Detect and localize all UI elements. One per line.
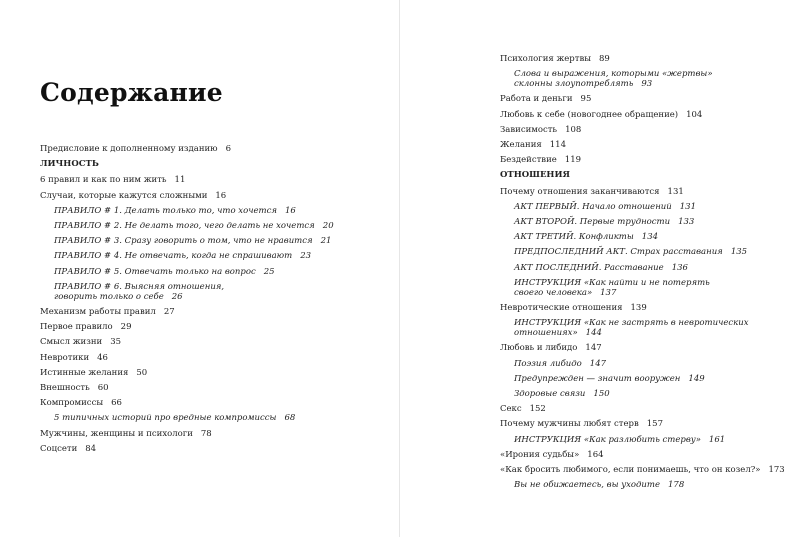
toc-page-number: 26: [171, 291, 183, 302]
toc-entry: [40, 322, 390, 332]
toc-entry: [40, 413, 404, 423]
toc-entry-title: 6 правил и как по ним жить: [40, 175, 167, 186]
toc-page-number: 108: [565, 124, 582, 135]
toc-entry-title: ОТНОШЕНИЯ: [500, 170, 570, 181]
toc-entry-title: ПРАВИЛО # 3. Сразу говорить о том, что не нравится: [54, 236, 313, 247]
toc-entry-title: ИНСТРУКЦИЯ «Как не застрять в невротических: [514, 318, 749, 329]
toc-page-number: 139: [630, 303, 647, 313]
section-heading: [40, 159, 390, 169]
left-page: [0, 0, 399, 537]
toc-entry-title: ИНСТРУКЦИЯ «Как найти и не потерять: [514, 277, 710, 288]
toc-page-number: 161: [708, 434, 726, 445]
toc-entry: [500, 232, 800, 242]
toc-page-number: 89: [599, 54, 610, 64]
toc-page-number: 93: [641, 79, 653, 90]
toc-page-number: 131: [667, 186, 684, 197]
toc-entry: [500, 465, 790, 475]
toc-entry: [500, 435, 800, 445]
toc-entry-title: АКТ ПОСЛЕДНИЙ. Расставание: [514, 262, 664, 273]
toc-page-number: 16: [215, 190, 227, 201]
toc-page-number: 35: [110, 337, 122, 348]
toc-page-number: 147: [585, 343, 602, 354]
toc-entry-title: Здоровые связи: [514, 389, 586, 399]
toc-entry: [500, 480, 800, 490]
toc-entry: [500, 125, 790, 135]
toc-entry-title: Поэзия либидо: [514, 358, 582, 369]
toc-page-number: 84: [85, 443, 97, 454]
toc-page-number: 178: [668, 480, 685, 491]
toc-entry: [500, 389, 800, 399]
toc-entry-title: Почему мужчины любят стерв: [500, 419, 639, 430]
toc-entry-title: Психология жертвы: [500, 54, 591, 64]
toc-page-number: 114: [549, 140, 566, 150]
toc-entry-title: АКТ ТРЕТИЙ. Конфликты: [514, 232, 634, 243]
toc-entry-title: ЛИЧНОСТЬ: [40, 159, 99, 170]
toc-entry: [500, 359, 800, 369]
toc-entry: [40, 353, 390, 363]
toc-entry-title-continued: своего человека»: [514, 287, 593, 298]
toc-page-number: 147: [589, 358, 607, 369]
section-heading: [500, 170, 790, 180]
toc-entry-title: АКТ ПЕРВЫЙ. Начало отношений: [514, 201, 672, 212]
toc-page-number: 50: [136, 367, 148, 378]
toc-entry: [40, 221, 404, 231]
toc-entry: [500, 202, 800, 212]
toc-page-number: 46: [97, 352, 108, 363]
toc-entry: [40, 337, 390, 347]
toc-page-number: 104: [686, 109, 703, 120]
toc-entry-title: Предупрежден — значит вооружен: [514, 373, 681, 384]
toc-entry: [500, 343, 790, 353]
toc-page-number: 21: [320, 236, 332, 247]
toc-entry: [500, 404, 790, 414]
toc-entry: [40, 282, 404, 302]
toc-page-number: 119: [564, 155, 582, 166]
toc-entry: [500, 278, 800, 298]
toc-entry-title: Первое правило: [40, 322, 113, 333]
toc-entry-title: Смысл жизни: [40, 337, 103, 348]
toc-entry: [40, 398, 390, 408]
toc-entry-title: ПРАВИЛО # 1. Делать только то, что хочется: [54, 205, 277, 216]
toc-entry: [500, 217, 800, 227]
toc-entry-title: «Как бросить любимого, если понимаешь, что он козел?»: [500, 465, 761, 475]
toc-entry: [40, 175, 390, 185]
toc-entry-title: ПРАВИЛО # 4. Не отвечать, когда не спрашивают: [54, 251, 293, 262]
toc-entry: [40, 383, 390, 393]
toc-entry-title: Внешность: [40, 383, 90, 393]
toc-entry-title: ПРЕДПОСЛЕДНИЙ АКТ. Страх расставания: [514, 247, 723, 258]
toc-entry-title: Истинные желания: [40, 367, 129, 378]
toc-page-number: 150: [593, 389, 610, 399]
toc-page-number: 66: [111, 398, 122, 409]
toc-page-number: 144: [585, 328, 602, 339]
toc-entry: [500, 318, 800, 338]
toc-entry: [500, 187, 790, 197]
toc-page-number: 11: [174, 175, 186, 186]
toc-entry-title: АКТ ВТОРОЙ. Первые трудности: [514, 217, 671, 227]
toc-entry: [40, 191, 390, 201]
toc-entry-title: Желания: [500, 140, 542, 150]
toc-page-number: 149: [688, 373, 705, 384]
toc-page-number: 135: [730, 247, 748, 258]
toc-entry-title: Механизм работы правил: [40, 307, 156, 317]
toc-page-number: 16: [284, 205, 296, 216]
toc-entry-title: ПРАВИЛО # 6. Выясняя отношения,: [54, 281, 225, 292]
toc-page-number: 60: [97, 383, 109, 393]
toc-page-number: 152: [529, 404, 546, 415]
toc-entry-title: Вы не обижаетесь, вы уходите: [514, 480, 660, 491]
toc-entry-title: Невротики: [40, 352, 90, 363]
toc-entry: [40, 444, 390, 454]
toc-entry-title: ПРАВИЛО # 2. Не делать того, чего делать не хочется: [54, 221, 315, 231]
toc-entry-title: Любовь к себе (новогоднее обращение): [500, 109, 679, 120]
toc-entry: [40, 368, 390, 378]
toc-entry-title-continued: склонны злоупотреблять: [514, 79, 634, 90]
toc-entry: [500, 94, 790, 104]
toc-entry: [40, 206, 404, 216]
toc-page-number: 27: [163, 307, 175, 317]
toc-entry: [500, 263, 800, 273]
toc-entry-title: ПРАВИЛО # 5. Отвечать только на вопрос: [54, 266, 256, 277]
toc-page-number: 23: [300, 251, 312, 262]
toc-entry: [40, 429, 390, 439]
toc-entry: [500, 155, 790, 165]
toc-page-number: 134: [641, 232, 659, 243]
toc-entry: [500, 140, 790, 150]
toc-entry-title: Любовь и либидо: [500, 343, 578, 354]
toc-page-number: 164: [587, 449, 604, 460]
toc-entry-title: Соцсети: [40, 443, 78, 454]
toc-entry-title: Работа и деньги: [500, 94, 573, 105]
toc-page-number: 6: [225, 144, 232, 154]
toc-page-number: 25: [263, 266, 275, 277]
toc-page-number: 78: [200, 428, 212, 439]
toc-entry-title: Почему отношения заканчиваются: [500, 186, 660, 197]
toc-page-number: 137: [600, 287, 617, 298]
toc-entry-title: Компромиссы: [40, 398, 104, 409]
toc-entry-title: Бездействие: [500, 155, 557, 166]
toc-entry: [40, 267, 404, 277]
toc-entry: [500, 110, 790, 120]
toc-entry: [500, 69, 800, 89]
toc-entry-title: Мужчины, женщины и психологи: [40, 428, 193, 439]
toc-entry: [40, 236, 404, 246]
toc-page-number: 95: [580, 94, 592, 105]
toc-page-number: 20: [322, 221, 334, 231]
toc-entry-title-continued: отношениях»: [514, 328, 578, 339]
toc-entry: [500, 247, 800, 257]
toc-page-number: 173: [768, 465, 785, 475]
toc-entry-title: Секс: [500, 404, 522, 415]
toc-entry: [500, 419, 790, 429]
toc-page-number: 157: [646, 419, 663, 430]
toc-entry: [500, 374, 800, 384]
toc-page-number: 133: [678, 217, 695, 227]
toc-page-number: 29: [120, 322, 132, 333]
toc-entry-title: Случаи, которые кажутся сложными: [40, 190, 208, 201]
toc-entry-title: Слова и выражения, которыми «жертвы»: [514, 69, 713, 80]
toc-page-number: 68: [284, 413, 296, 424]
toc-entry: [40, 251, 404, 261]
toc-entry: [500, 54, 790, 64]
toc-entry: [40, 144, 390, 154]
toc-entry-title: Зависимость: [500, 124, 558, 135]
toc-entry: [500, 303, 790, 313]
toc-entry-title: «Ирония судьбы»: [500, 449, 580, 460]
toc-page-number: 136: [671, 262, 688, 273]
toc-page-number: 131: [679, 201, 696, 212]
toc-entry-title: Предисловие к дополненному изданию: [40, 144, 218, 154]
page-title: Содержание: [40, 78, 223, 107]
toc-entry-title: ИНСТРУКЦИЯ «Как разлюбить стерву»: [514, 434, 701, 445]
toc-entry: [40, 307, 390, 317]
toc-entry-title: 5 типичных историй про вредные компромиссы: [54, 413, 277, 424]
toc-entry: [500, 450, 790, 460]
toc-entry-title-continued: говорить только о себе: [54, 291, 164, 302]
toc-entry-title: Невротические отношения: [500, 303, 623, 313]
